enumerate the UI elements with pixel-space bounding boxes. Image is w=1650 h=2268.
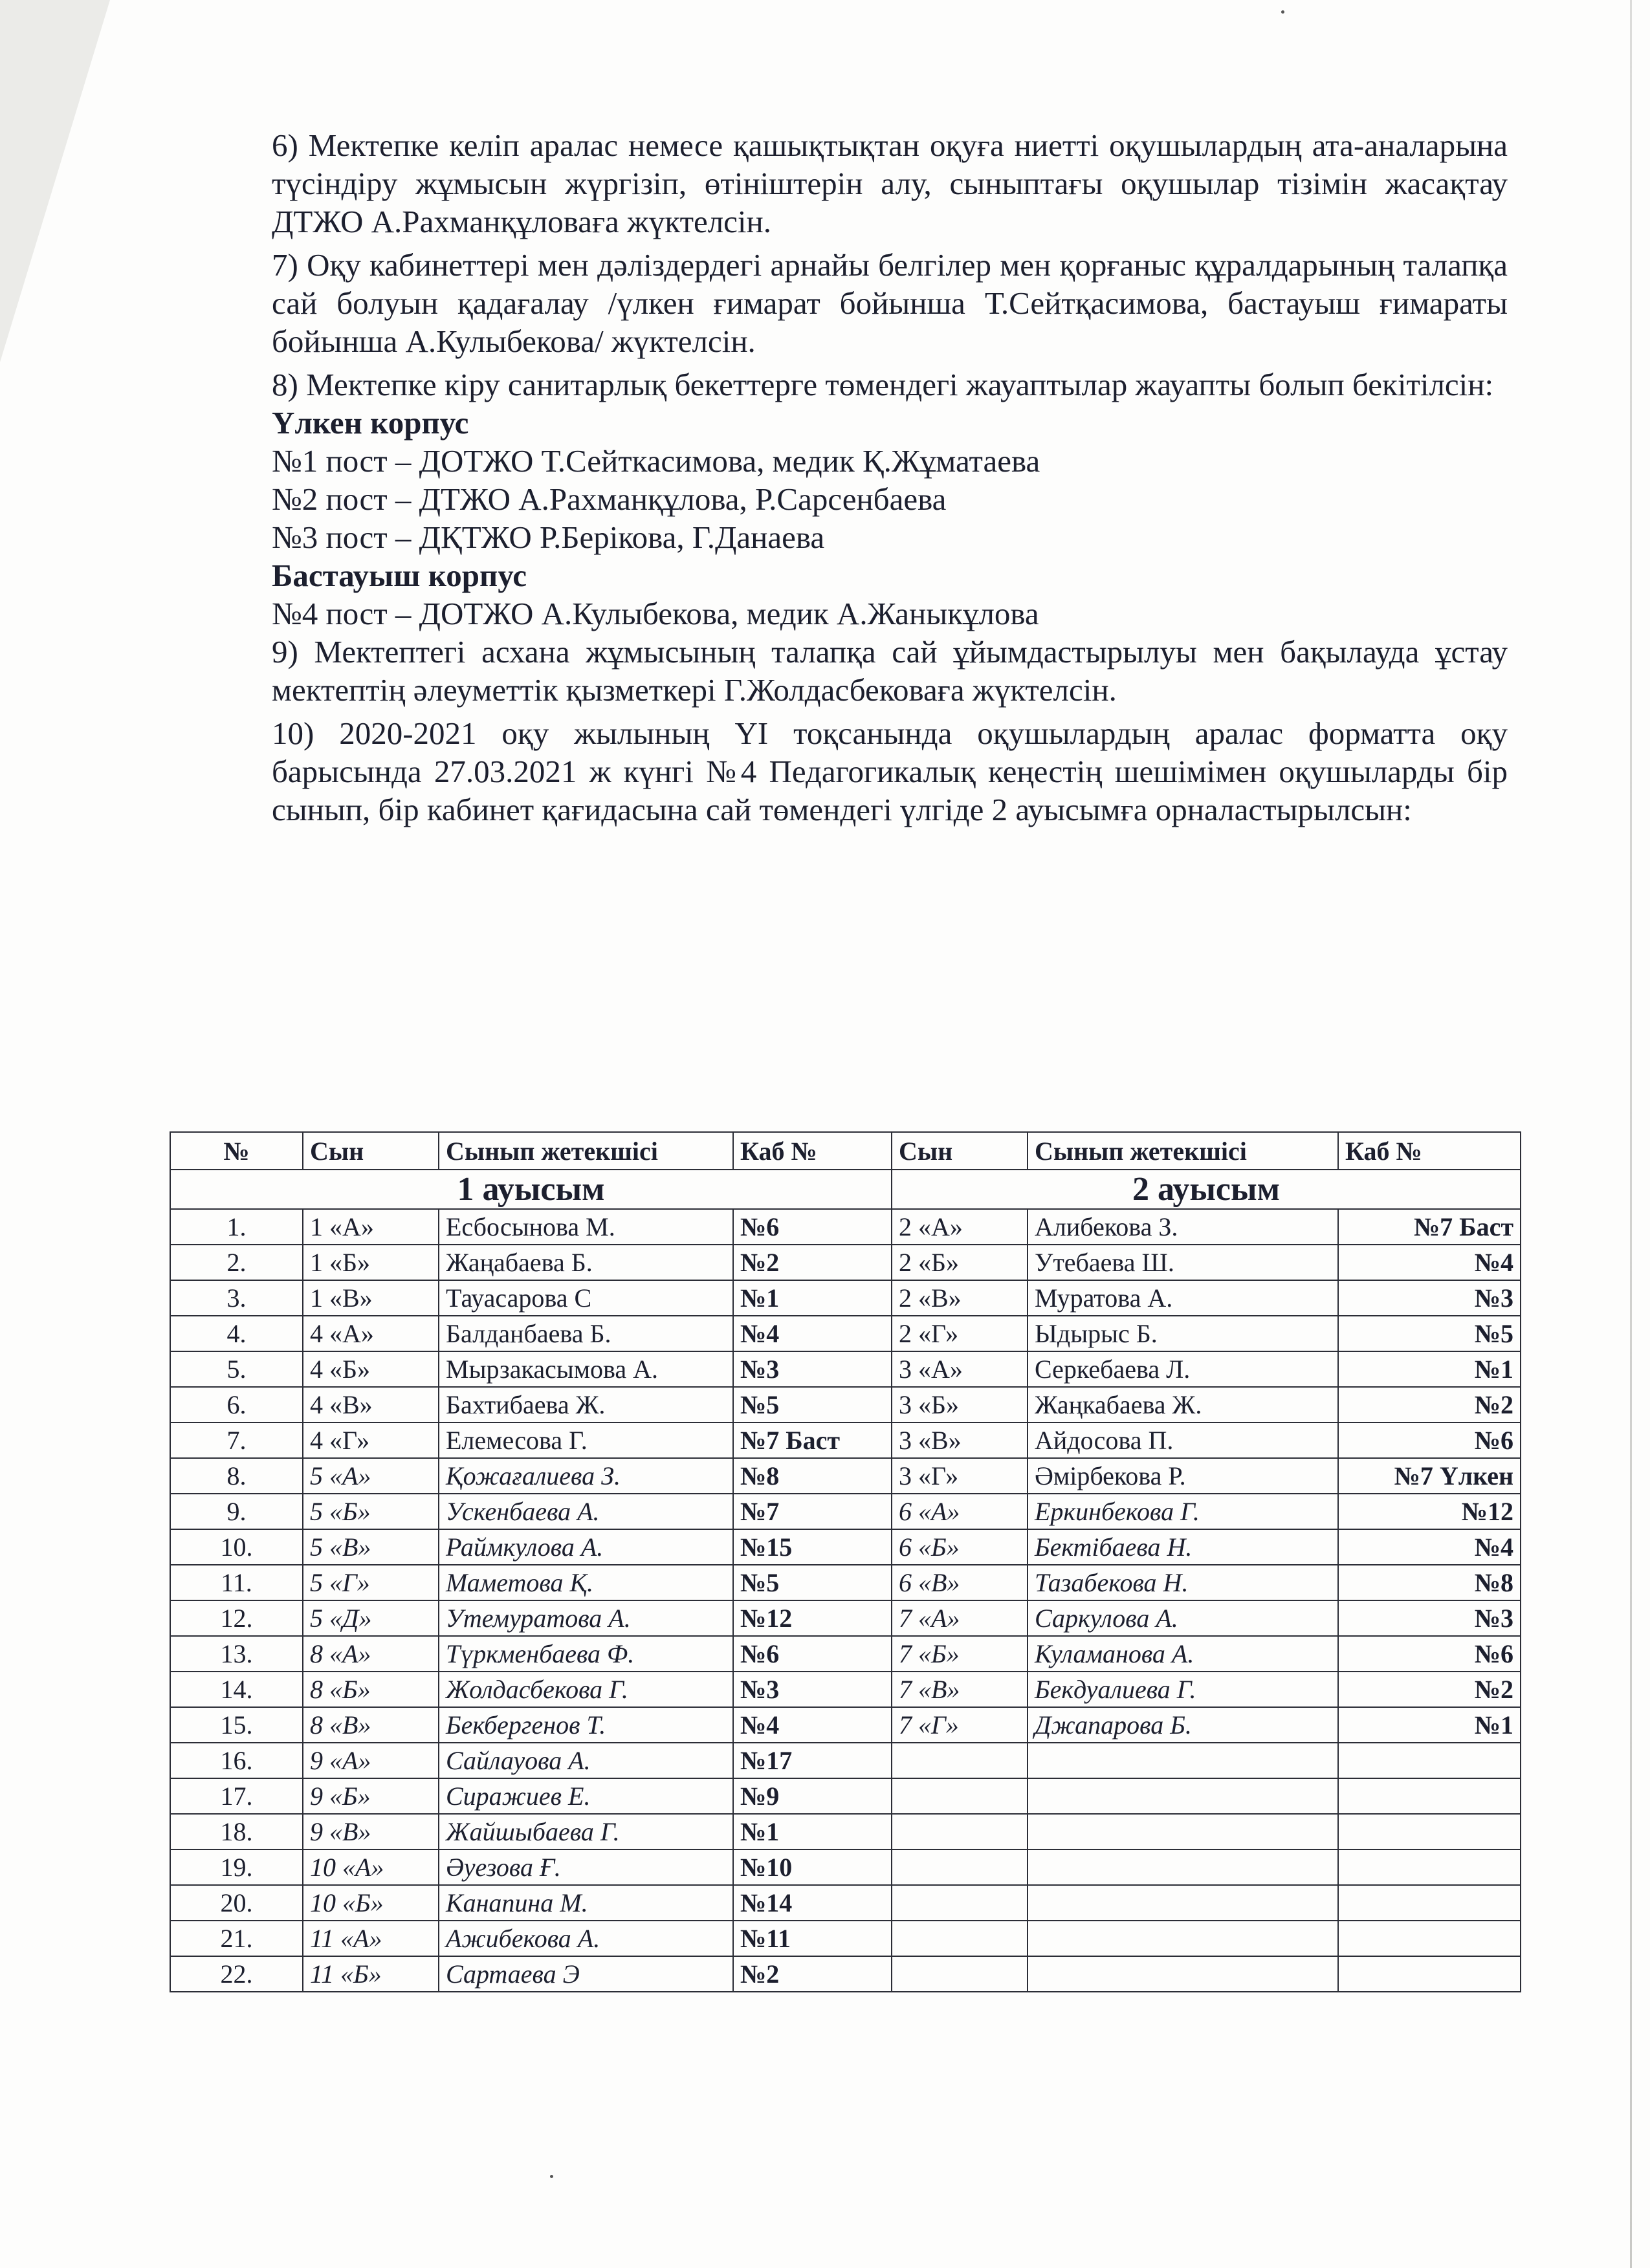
shift-1-room: №17 bbox=[733, 1743, 892, 1778]
building-heading-main: Үлкен корпус bbox=[272, 405, 469, 441]
row-number: 17. bbox=[170, 1778, 303, 1814]
shift-1-class: 9 «Б» bbox=[303, 1778, 439, 1814]
shift-1-teacher: Балданбаева Б. bbox=[439, 1316, 733, 1351]
shift-2-teacher bbox=[1028, 1921, 1338, 1956]
row-number: 3. bbox=[170, 1280, 303, 1316]
shift-1-teacher: Ускенбаева А. bbox=[439, 1494, 733, 1529]
shift-2-teacher: Еркинбекова Г. bbox=[1028, 1494, 1338, 1529]
row-number: 10. bbox=[170, 1529, 303, 1565]
table-row bbox=[170, 1956, 1521, 1992]
scan-speck bbox=[550, 2175, 553, 2178]
shift-1-room: №2 bbox=[733, 1956, 892, 1992]
header-teacher-2: Сынып жетекшісі bbox=[1028, 1132, 1338, 1170]
shift-2-class: 6 «В» bbox=[892, 1565, 1028, 1600]
row-number: 22. bbox=[170, 1956, 303, 1992]
row-number: 5. bbox=[170, 1351, 303, 1387]
shift-1-teacher: Жолдасбекова Г. bbox=[439, 1672, 733, 1707]
shift-2-teacher bbox=[1028, 1778, 1338, 1814]
shift-1-class: 4 «В» bbox=[303, 1387, 439, 1423]
shift-1-room: №6 bbox=[733, 1636, 892, 1672]
shift-1-teacher: Сиражиев Е. bbox=[439, 1778, 733, 1814]
shift-2-room: №2 bbox=[1338, 1672, 1521, 1707]
row-number: 7. bbox=[170, 1423, 303, 1458]
shift-2-class bbox=[892, 1814, 1028, 1849]
shift-1-room: №10 bbox=[733, 1849, 892, 1885]
paragraph-10: 10) 2020-2021 оқу жылының ҮІ тоқсанында оқушылардың аралас форматта оқу барысында 27.03.2021 ж күнгі №4 Педагогикалық кеңестің шешімімен оқушыларды бір сынып, бір кабинет қағидасына сай төмендегі үлгіде 2 ауысымға орналастырылсын: bbox=[272, 715, 1508, 827]
shift-2-class: 7 «Г» bbox=[892, 1707, 1028, 1743]
shift-1-room: №9 bbox=[733, 1778, 892, 1814]
shift-2-teacher bbox=[1028, 1814, 1338, 1849]
shift-2-room: №1 bbox=[1338, 1351, 1521, 1387]
shift-1-room: №3 bbox=[733, 1672, 892, 1707]
shift-2-room: №4 bbox=[1338, 1245, 1521, 1280]
shift-2-room bbox=[1338, 1778, 1521, 1814]
shift-2-room: №12 bbox=[1338, 1494, 1521, 1529]
shift-1-class: 8 «Б» bbox=[303, 1672, 439, 1707]
shift-2-room bbox=[1338, 1956, 1521, 1992]
shift-2-teacher bbox=[1028, 1849, 1338, 1885]
post-line-1: №1 пост – ДОТЖО Т.Сейткасимова, медик Қ.Жұматаева bbox=[272, 443, 1040, 479]
shift-2-class bbox=[892, 1778, 1028, 1814]
shift-2-teacher bbox=[1028, 1885, 1338, 1921]
shift-2-room bbox=[1338, 1849, 1521, 1885]
table-row bbox=[170, 1636, 1521, 1672]
shift-1-class: 11 «Б» bbox=[303, 1956, 439, 1992]
shift-2-room: №2 bbox=[1338, 1387, 1521, 1423]
shift-1-room: №1 bbox=[733, 1814, 892, 1849]
table-row bbox=[170, 1814, 1521, 1849]
row-number: 12. bbox=[170, 1600, 303, 1636]
shift-1-teacher: Мырзакасымова А. bbox=[439, 1351, 733, 1387]
shift-schedule-table bbox=[170, 1131, 1521, 1992]
post-line-3: №3 пост – ДҚТЖО Р.Берікова, Г.Данаева bbox=[272, 519, 825, 555]
shift-1-class: 4 «Г» bbox=[303, 1423, 439, 1458]
row-number: 15. bbox=[170, 1707, 303, 1743]
header-class-1: Сын bbox=[303, 1132, 439, 1170]
shift-1-teacher: Жайшыбаева Г. bbox=[439, 1814, 733, 1849]
shift-1-class: 11 «А» bbox=[303, 1921, 439, 1956]
shift-2-room: №7 Баст bbox=[1338, 1209, 1521, 1245]
shift-2-class bbox=[892, 1921, 1028, 1956]
shift-1-teacher: Сайлауова А. bbox=[439, 1743, 733, 1778]
table-row bbox=[170, 1351, 1521, 1387]
shift-2-room bbox=[1338, 1743, 1521, 1778]
shift-2-room bbox=[1338, 1814, 1521, 1849]
shift-2-class: 7 «В» bbox=[892, 1672, 1028, 1707]
shift-2-room: №1 bbox=[1338, 1707, 1521, 1743]
row-number: 1. bbox=[170, 1209, 303, 1245]
shift-2-room: №8 bbox=[1338, 1565, 1521, 1600]
shift-2-class: 2 «Г» bbox=[892, 1316, 1028, 1351]
shift-1-teacher: Тауасарова С bbox=[439, 1280, 733, 1316]
shift-1-class: 5 «Д» bbox=[303, 1600, 439, 1636]
shift-2-room: №6 bbox=[1338, 1636, 1521, 1672]
scan-corner-fold bbox=[0, 0, 110, 362]
shift-1-class: 1 «А» bbox=[303, 1209, 439, 1245]
header-room-1: Каб № bbox=[733, 1132, 892, 1170]
shift-2-teacher: Жаңкабаева Ж. bbox=[1028, 1387, 1338, 1423]
shift-1-class: 10 «Б» bbox=[303, 1885, 439, 1921]
shift-1-room: №11 bbox=[733, 1921, 892, 1956]
table-row bbox=[170, 1458, 1521, 1494]
shift-2-class: 3 «В» bbox=[892, 1423, 1028, 1458]
shift-2-teacher bbox=[1028, 1743, 1338, 1778]
shift-2-teacher: Джапарова Б. bbox=[1028, 1707, 1338, 1743]
shift-1-room: №4 bbox=[733, 1316, 892, 1351]
table-row bbox=[170, 1209, 1521, 1245]
shift-2-room: №4 bbox=[1338, 1529, 1521, 1565]
shift-2-teacher: Серкебаева Л. bbox=[1028, 1351, 1338, 1387]
shift-2-class: 7 «А» bbox=[892, 1600, 1028, 1636]
shift-1-teacher: Түркменбаева Ф. bbox=[439, 1636, 733, 1672]
shift-1-room: №4 bbox=[733, 1707, 892, 1743]
shift-1-room: №5 bbox=[733, 1565, 892, 1600]
table-header-row bbox=[170, 1132, 1521, 1170]
shift-2-class: 6 «А» bbox=[892, 1494, 1028, 1529]
shift-2-class: 3 «А» bbox=[892, 1351, 1028, 1387]
shift-1-room: №14 bbox=[733, 1885, 892, 1921]
shift-2-class bbox=[892, 1956, 1028, 1992]
shift-1-class: 8 «А» bbox=[303, 1636, 439, 1672]
shift-2-teacher: Саркулова А. bbox=[1028, 1600, 1338, 1636]
row-number: 9. bbox=[170, 1494, 303, 1529]
table-row bbox=[170, 1600, 1521, 1636]
shift-1-teacher: Бекбергенов Т. bbox=[439, 1707, 733, 1743]
shift-1-class: 5 «Г» bbox=[303, 1565, 439, 1600]
shift-title-row bbox=[170, 1170, 1521, 1209]
shift-1-room: №8 bbox=[733, 1458, 892, 1494]
shift-1-teacher: Қожағалиева З. bbox=[439, 1458, 733, 1494]
scan-right-edge bbox=[1630, 0, 1632, 2268]
shift-2-room: №5 bbox=[1338, 1316, 1521, 1351]
table-row bbox=[170, 1423, 1521, 1458]
shift-1-teacher: Сартаева Э bbox=[439, 1956, 733, 1992]
table-row bbox=[170, 1778, 1521, 1814]
row-number: 13. bbox=[170, 1636, 303, 1672]
shift-1-teacher: Ажибекова А. bbox=[439, 1921, 733, 1956]
row-number: 8. bbox=[170, 1458, 303, 1494]
shift-1-class: 5 «В» bbox=[303, 1529, 439, 1565]
row-number: 11. bbox=[170, 1565, 303, 1600]
shift-2-room: №6 bbox=[1338, 1423, 1521, 1458]
shift-1-teacher: Есбосынова М. bbox=[439, 1209, 733, 1245]
table-row bbox=[170, 1387, 1521, 1423]
header-number: № bbox=[170, 1132, 303, 1170]
shift-1-teacher: Жаңабаева Б. bbox=[439, 1245, 733, 1280]
shift-1-class: 9 «А» bbox=[303, 1743, 439, 1778]
row-number: 4. bbox=[170, 1316, 303, 1351]
shift-1-teacher: Бахтибаева Ж. bbox=[439, 1387, 733, 1423]
shift-1-class: 4 «Б» bbox=[303, 1351, 439, 1387]
header-room-2: Каб № bbox=[1338, 1132, 1521, 1170]
table-row bbox=[170, 1921, 1521, 1956]
scan-speck bbox=[1281, 10, 1284, 14]
row-number: 16. bbox=[170, 1743, 303, 1778]
row-number: 21. bbox=[170, 1921, 303, 1956]
row-number: 20. bbox=[170, 1885, 303, 1921]
header-class-2: Сын bbox=[892, 1132, 1028, 1170]
shift-1-class: 4 «А» bbox=[303, 1316, 439, 1351]
table-row bbox=[170, 1245, 1521, 1280]
row-number: 2. bbox=[170, 1245, 303, 1280]
row-number: 18. bbox=[170, 1814, 303, 1849]
shift-1-room: №5 bbox=[733, 1387, 892, 1423]
row-number: 6. bbox=[170, 1387, 303, 1423]
shift-2-room: №3 bbox=[1338, 1280, 1521, 1316]
table-row bbox=[170, 1707, 1521, 1743]
shift-2-class: 6 «Б» bbox=[892, 1529, 1028, 1565]
paragraph-7: 7) Оқу кабинеттері мен дәліздердегі арнайы белгілер мен қорғаныс құралдарының талапқа сай болуын қадағалау /үлкен ғимарат бойынша Т.Сейтқасимова, бастауыш ғимараты бойынша А.Кулыбекова/ жүктелсін. bbox=[272, 247, 1508, 359]
shift-1-teacher: Әуезова Ғ. bbox=[439, 1849, 733, 1885]
shift-2-room: №3 bbox=[1338, 1600, 1521, 1636]
shift-1-room: №1 bbox=[733, 1280, 892, 1316]
table-row bbox=[170, 1565, 1521, 1600]
shift-2-room bbox=[1338, 1921, 1521, 1956]
shift-2-class: 2 «В» bbox=[892, 1280, 1028, 1316]
shift-1-class: 1 «Б» bbox=[303, 1245, 439, 1280]
shift-2-class: 3 «Б» bbox=[892, 1387, 1028, 1423]
shift-2-teacher: Әмірбекова Р. bbox=[1028, 1458, 1338, 1494]
shift-2-class bbox=[892, 1885, 1028, 1921]
shift-1-room: №12 bbox=[733, 1600, 892, 1636]
row-number: 19. bbox=[170, 1849, 303, 1885]
shift-2-class bbox=[892, 1849, 1028, 1885]
shift-2-class: 2 «А» bbox=[892, 1209, 1028, 1245]
shift-1-teacher: Канапина М. bbox=[439, 1885, 733, 1921]
shift-2-class: 2 «Б» bbox=[892, 1245, 1028, 1280]
shift-2-teacher: Бектібаева Н. bbox=[1028, 1529, 1338, 1565]
shift-1-room: №2 bbox=[733, 1245, 892, 1280]
shift-1-teacher: Раймкулова А. bbox=[439, 1529, 733, 1565]
building-heading-primary: Бастауыш корпус bbox=[272, 558, 527, 593]
shift-1-class: 5 «А» bbox=[303, 1458, 439, 1494]
shift-2-teacher: Айдосова П. bbox=[1028, 1423, 1338, 1458]
shift-2-teacher: Бекдуалиева Г. bbox=[1028, 1672, 1338, 1707]
shift-2-teacher: Алибекова З. bbox=[1028, 1209, 1338, 1245]
shift-2-teacher: Тазабекова Н. bbox=[1028, 1565, 1338, 1600]
paragraph-8: 8) Мектепке кіру санитарлық бекеттерге төмендегі жауаптылар жауапты болып бекітілсін: bbox=[272, 367, 1494, 402]
shift-2-class bbox=[892, 1743, 1028, 1778]
shift-1-room: №6 bbox=[733, 1209, 892, 1245]
shift-1-class: 1 «В» bbox=[303, 1280, 439, 1316]
shift-1-teacher: Маметова Қ. bbox=[439, 1565, 733, 1600]
shift-1-class: 8 «В» bbox=[303, 1707, 439, 1743]
document-body bbox=[272, 126, 1508, 834]
table-row bbox=[170, 1280, 1521, 1316]
table-row bbox=[170, 1529, 1521, 1565]
shift-2-teacher: Муратова А. bbox=[1028, 1280, 1338, 1316]
table-row bbox=[170, 1316, 1521, 1351]
table-row bbox=[170, 1849, 1521, 1885]
shift-1-class: 9 «В» bbox=[303, 1814, 439, 1849]
shift-1-room: №15 bbox=[733, 1529, 892, 1565]
shift-1-room: №7 bbox=[733, 1494, 892, 1529]
shift-2-room: №7 Үлкен bbox=[1338, 1458, 1521, 1494]
row-number: 14. bbox=[170, 1672, 303, 1707]
shift-2-class: 3 «Г» bbox=[892, 1458, 1028, 1494]
shift-1-room: №7 Баст bbox=[733, 1423, 892, 1458]
shift-2-class: 7 «Б» bbox=[892, 1636, 1028, 1672]
shift-2-teacher: Утебаева Ш. bbox=[1028, 1245, 1338, 1280]
shift-1-room: №3 bbox=[733, 1351, 892, 1387]
shift-1-class: 10 «А» bbox=[303, 1849, 439, 1885]
shift-1-teacher: Елемесова Г. bbox=[439, 1423, 733, 1458]
post-line-4: №4 пост – ДОТЖО А.Кулыбекова, медик А.Жаныкұлова bbox=[272, 596, 1039, 631]
shift-2-title: 2 ауысым bbox=[892, 1170, 1521, 1209]
shift-1-class: 5 «Б» bbox=[303, 1494, 439, 1529]
header-teacher-1: Сынып жетекшісі bbox=[439, 1132, 733, 1170]
shift-2-teacher: Куламанова А. bbox=[1028, 1636, 1338, 1672]
shift-1-title: 1 ауысым bbox=[170, 1170, 892, 1209]
table-row bbox=[170, 1672, 1521, 1707]
table-row bbox=[170, 1743, 1521, 1778]
shift-1-teacher: Утемуратова А. bbox=[439, 1600, 733, 1636]
shift-2-teacher: Ыдырыс Б. bbox=[1028, 1316, 1338, 1351]
shift-2-room bbox=[1338, 1885, 1521, 1921]
table-row bbox=[170, 1494, 1521, 1529]
shift-2-teacher bbox=[1028, 1956, 1338, 1992]
table-row bbox=[170, 1885, 1521, 1921]
post-line-2: №2 пост – ДТЖО А.Рахманқұлова, Р.Сарсенбаева bbox=[272, 481, 947, 517]
paragraph-9: 9) Мектептегі асхана жұмысының талапқа сай ұйымдастырылуы мен бақылауда ұстау мектептің әлеуметтік қызметкері Г.Жолдасбековаға жүктелсін. bbox=[272, 634, 1508, 708]
paragraph-6: 6) Мектепке келіп аралас немесе қашықтықтан оқуға ниетті оқушылардың ата-аналарына түсіндіру жұмысын жүргізіп, өтініштерін алу, сыныптағы оқушылар тізімін жасақтау ДТЖО А.Рахманқұловаға жүктелсін. bbox=[272, 127, 1508, 239]
